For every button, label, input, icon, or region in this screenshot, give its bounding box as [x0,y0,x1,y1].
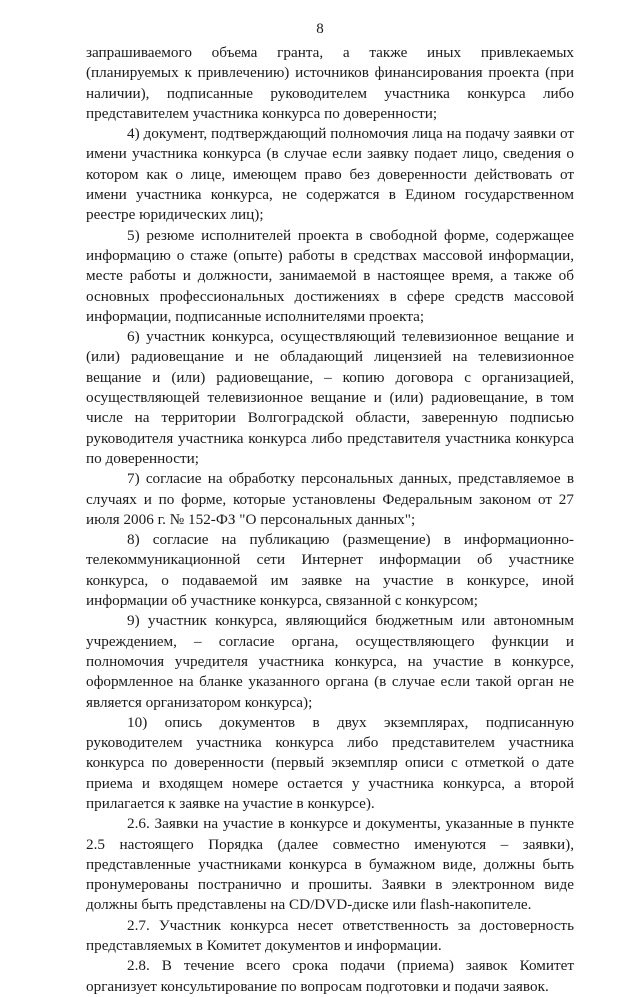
paragraph-grant-sources: запрашиваемого объема гранта, а также иных привлекаемых (планируемых к привлечению) источников финансирования проекта (при наличии), подписанные руководителем участника конкурса либо представителем участника конкурса по доверенности; [86,44,574,122]
paragraph-2-7-responsibility: 2.7. Участник конкурса несет ответственность за достоверность представляемых в Комитет документов и информации. [86,916,574,955]
paragraph-item-10-document-inventory: 10) опись документов в двух экземплярах, подписанную руководителем участника конкурса либо представителем участника конкурса по доверенности (первый экземпляр описи с отметкой о дате приема и входящем номере остается у участника конкурса, а второй прилагается к заявке на участие в конкурсе). [86,713,574,812]
paragraph-item-6-broadcast-contract: 6) участник конкурса, осуществляющий телевизионное вещание и (или) радиовещание и не обладающий лицензией на телевизионное вещание и (или) радиовещание, – копию договора с организацией, осуществляющей телевизионное вещание и (или) радиовещание, в том числе на территории Волгоградской области, заверенную подписью руководителя участника конкурса либо представителя участника конкурса по доверенности; [86,328,574,467]
paragraph-item-9-founder-consent: 9) участник конкурса, являющийся бюджетным или автономным учреждением, – согласие органа, осуществляющего функции и полномочия учредителя участника конкурса, на участие в конкурсе, оформленное на бланке указанного органа (в случае если такой орган не является организатором конкурса); [86,612,574,711]
paragraph-item-8-publication-consent: 8) согласие на публикацию (размещение) в информационно-телекоммуникационной сети Интернет информации об участнике конкурса, о подаваемой им заявке на участие в конкурсе, иной информации об участнике конкурса, связанной с конкурсом; [86,531,574,610]
paragraph-2-8-consulting: 2.8. В течение всего срока подачи (приема) заявок Комитет организует консультирование по вопросам подготовки и подачи заявок. [86,957,574,995]
paragraph-2-6-applications-format: 2.6. Заявки на участие в конкурсе и документы, указанные в пункте 2.5 настоящего Порядка (далее совместно именуются – заявки), представленные участниками конкурса в бумажном виде, должны быть пронумерованы постранично и прошиты. Заявки в электронном виде должны быть представлены на CD/DVD-диске или flash-накопителе. [86,815,574,914]
paragraph-item-5-resumes: 5) резюме исполнителей проекта в свободной форме, содержащее информацию о стаже (опыте) работы в средствах массовой информации, месте работы и должности, занимаемой в настоящее время, а также об основных профессиональных достижениях в сфере средств массовой информации, подписанные исполнителями проекта; [86,226,574,325]
paragraph-item-4-authority-document: 4) документ, подтверждающий полномочия лица на подачу заявки от имени участника конкурса (в случае если заявку подает лицо, сведения о котором как о лице, имеющем право без доверенности действовать от имени участника конкурса, не содержатся в Едином государственном реестре юридических лиц); [86,125,574,224]
document-body [86,43,574,997]
page-number: 8 [316,21,324,37]
paragraph-item-7-personal-data-consent: 7) согласие на обработку персональных данных, представляемое в случаях и по форме, которые установлены Федеральным законом от 27 июля 2006 г. № 152-ФЗ "О персональных данных"; [86,470,574,528]
